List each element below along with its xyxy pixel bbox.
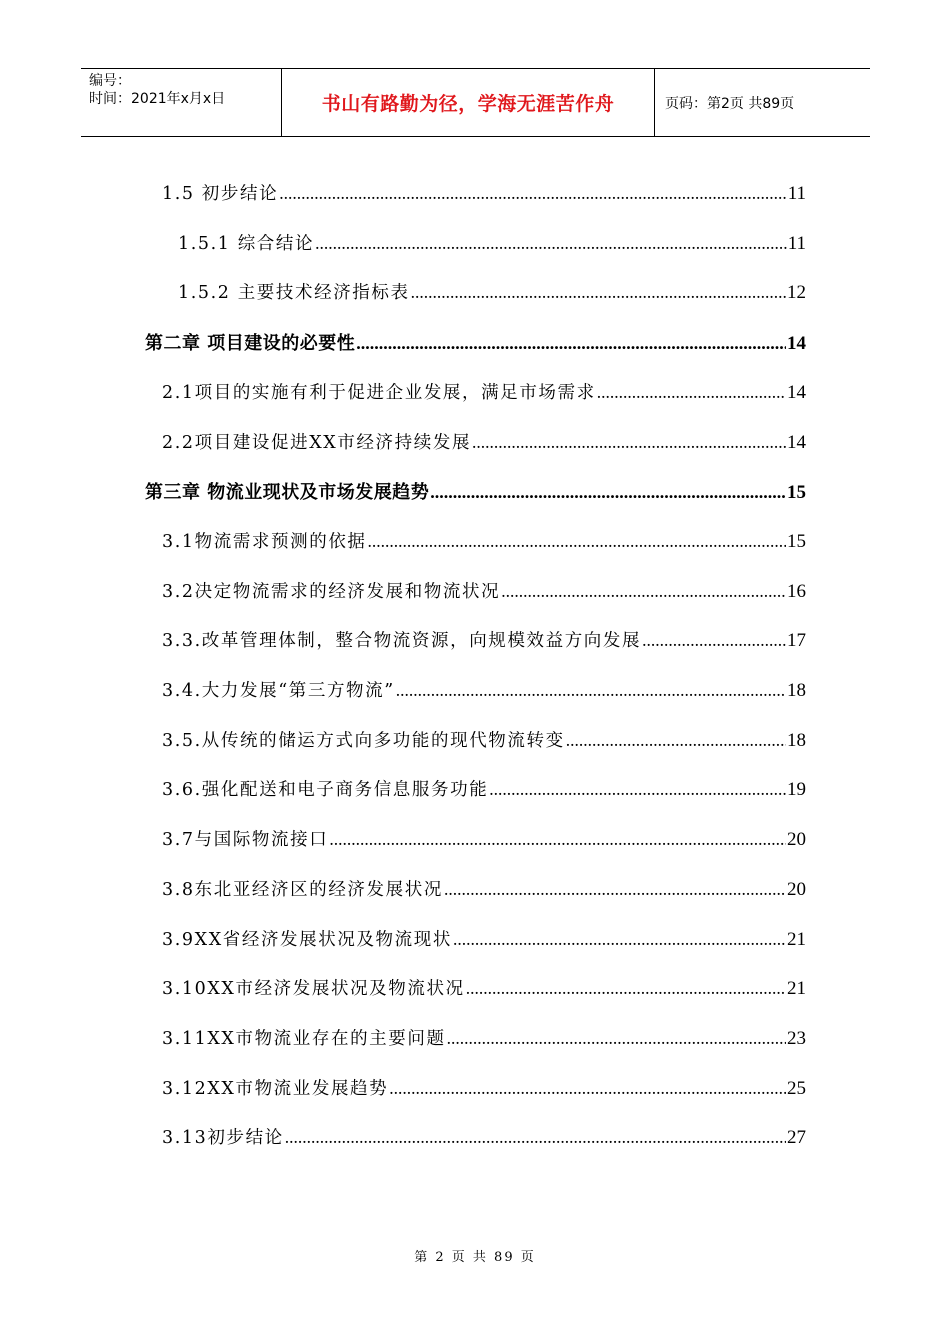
toc-dot-leader: [285, 1127, 786, 1148]
toc-entry-title: 3.10XX市经济发展状况及物流状况: [162, 979, 465, 999]
toc-entry[interactable]: [162, 876, 806, 901]
toc-entry-page: 20: [787, 879, 806, 900]
toc-entry-title: 3.3.改革管理体制，整合物流资源，向规模效益方向发展: [162, 631, 642, 651]
toc-entry-page: 18: [787, 730, 806, 751]
toc-entry-title: 3.1物流需求预测的依据: [162, 532, 367, 552]
toc-entry-page: 20: [787, 829, 806, 850]
toc-entry[interactable]: [162, 926, 806, 951]
toc-entry-title: 3.12XX市物流业发展趋势: [162, 1079, 389, 1099]
toc-entry-page: 15: [787, 531, 806, 552]
toc-entry[interactable]: [162, 975, 806, 1000]
toc-chapter-entry[interactable]: [145, 329, 806, 355]
toc-dot-leader: [444, 879, 786, 900]
toc-entry-page: 19: [787, 779, 806, 800]
toc-entry-page: 25: [787, 1078, 806, 1099]
toc-dot-leader: [597, 382, 786, 403]
toc-entry-page: 17: [787, 630, 806, 651]
toc-entry[interactable]: [162, 826, 806, 851]
document-time-label: 时间：2021年x月x日: [89, 91, 226, 107]
toc-entry-title: 3.8东北亚经济区的经济发展状况: [162, 880, 443, 900]
toc-entry[interactable]: [178, 279, 806, 304]
toc-entry[interactable]: [162, 776, 806, 801]
header-motto: 书山有路勤为径，学海无涯苦作舟: [282, 69, 655, 136]
toc-entry-page: 11: [787, 233, 806, 254]
toc-dot-leader: [566, 730, 786, 751]
toc-entry-page: 27: [787, 1127, 806, 1148]
toc-entry-title: 3.4.大力发展“第三方物流”: [162, 681, 395, 701]
toc-entry-page: 15: [787, 482, 806, 503]
toc-dot-leader: [642, 630, 786, 651]
toc-dot-leader: [356, 333, 786, 354]
toc-entry-page: 23: [787, 1028, 806, 1049]
toc-dot-leader: [472, 432, 786, 453]
toc-entry[interactable]: [162, 379, 806, 404]
document-number-label: 编号：: [89, 73, 131, 89]
toc-entry[interactable]: [162, 727, 806, 752]
toc-entry-page: 14: [787, 333, 806, 354]
toc-dot-leader: [501, 581, 786, 602]
toc-dot-leader: [489, 779, 786, 800]
toc-dot-leader: [411, 282, 786, 303]
toc-entry-title: 2.1项目的实施有利于促进企业发展，满足市场需求: [162, 383, 596, 403]
toc-dot-leader: [329, 829, 786, 850]
header-meta: [81, 69, 282, 136]
toc-entry[interactable]: [162, 677, 806, 702]
toc-dot-leader: [396, 680, 786, 701]
toc-entry-title: 3.2决定物流需求的经济发展和物流状况: [162, 582, 501, 602]
toc-entry-page: 11: [787, 183, 806, 204]
toc-entry[interactable]: [162, 578, 806, 603]
toc-dot-leader: [279, 183, 787, 204]
toc-dot-leader: [315, 233, 787, 254]
toc-entry-title: 1.5 初步结论: [162, 184, 279, 204]
toc-dot-leader: [453, 929, 786, 950]
toc-entry[interactable]: [178, 230, 806, 255]
toc-entry[interactable]: [162, 1124, 806, 1149]
toc-dot-leader: [368, 531, 786, 552]
toc-dot-leader: [430, 482, 786, 503]
toc-entry-title: 第二章 项目建设的必要性: [145, 333, 356, 354]
toc-entry-title: 3.9XX省经济发展状况及物流现状: [162, 930, 452, 950]
toc-entry-title: 3.6.强化配送和电子商务信息服务功能: [162, 780, 489, 800]
toc-dot-leader: [447, 1028, 786, 1049]
header-page-info: 页码：第2页 共89页: [665, 95, 795, 112]
page-footer: 第 2 页 共 89 页: [414, 1250, 536, 1265]
toc-entry-title: 3.7与国际物流接口: [162, 830, 329, 850]
toc-entry-title: 1.5.2 主要技术经济指标表: [178, 283, 410, 303]
toc-entry-title: 3.11XX市物流业存在的主要问题: [162, 1029, 446, 1049]
toc-entry-page: 14: [787, 432, 806, 453]
toc-entry-page: 12: [787, 282, 806, 303]
toc-entry-title: 2.2项目建设促进XX市经济持续发展: [162, 433, 472, 453]
toc-entry-title: 1.5.1 综合结论: [178, 234, 315, 254]
toc-entry-page: 21: [787, 978, 806, 999]
toc-chapter-entry[interactable]: [145, 478, 806, 504]
toc-entry-page: 18: [787, 680, 806, 701]
toc-entry[interactable]: [162, 528, 806, 553]
page-header: [81, 68, 870, 137]
toc-entry-page: 14: [787, 382, 806, 403]
toc-entry-title: 3.13初步结论: [162, 1128, 284, 1148]
toc-entry-page: 21: [787, 929, 806, 950]
toc-entry[interactable]: [162, 1025, 806, 1050]
toc-entry[interactable]: [162, 1075, 806, 1100]
toc-dot-leader: [389, 1078, 786, 1099]
toc-entry-title: 第三章 物流业现状及市场发展趋势: [145, 482, 430, 503]
toc-entry-title: 3.5.从传统的储运方式向多功能的现代物流转变: [162, 731, 565, 751]
toc-entry-page: 16: [787, 581, 806, 602]
toc-entry[interactable]: [162, 627, 806, 652]
toc-entry[interactable]: [162, 429, 806, 454]
toc-dot-leader: [466, 978, 786, 999]
toc-entry[interactable]: [162, 180, 806, 205]
